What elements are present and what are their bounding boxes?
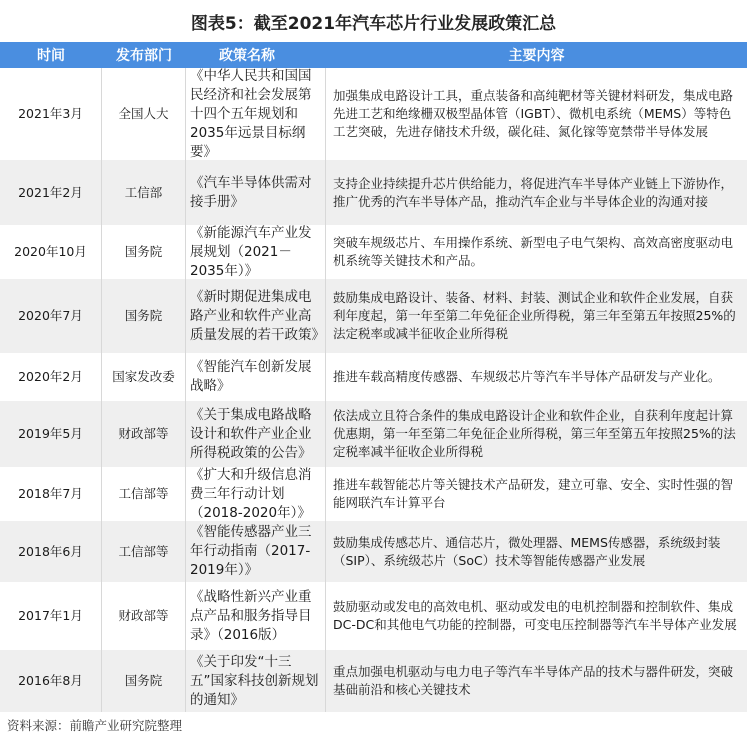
cell-policy-name-text: 《战略性新兴产业重点产品和服务指导目录》（2016版） xyxy=(190,588,312,643)
cell-dept-text: 全国人大 xyxy=(118,106,169,121)
table-row xyxy=(0,650,747,712)
cell-time-text: 2019年5月 xyxy=(18,426,83,441)
cell-dept xyxy=(102,401,186,467)
cell-time xyxy=(0,279,102,353)
cell-time-text: 2021年2月 xyxy=(18,184,83,200)
cell-content xyxy=(326,353,747,401)
cell-content-text: 重点加强电机驱动与电力电子等汽车半导体产品的技术与器件研发，突破基础前沿和核心关键技术 xyxy=(333,664,734,697)
cell-content xyxy=(326,225,747,279)
cell-content-text: 支持企业持续提升芯片供给能力，将促进汽车半导体产业链上下游协作，推广优秀的汽车半导体产品，推动汽车企业与半导体企业的沟通对接 xyxy=(333,175,734,209)
cell-policy-name xyxy=(186,401,326,467)
cell-content-text: 鼓励驱动或发电的高效电机、驱动或发电的电机控制器和控制软件、集成DC-DC和其他电气功能的控制器，可变电压控制器等汽车半导体产业发展 xyxy=(333,599,737,632)
cell-time xyxy=(0,521,102,582)
header-content: 主要内容 xyxy=(508,48,565,64)
cell-dept-text: 国务院 xyxy=(124,244,163,259)
table-row xyxy=(0,279,747,353)
table-row xyxy=(0,225,747,279)
cell-dept xyxy=(102,650,186,712)
header-policy-name-text: 政策名称 xyxy=(219,48,275,64)
cell-dept xyxy=(102,582,186,650)
cell-policy-name xyxy=(186,68,326,160)
cell-policy-name xyxy=(186,353,326,401)
cell-policy-name-text: 《关于印发“十三五”国家科技创新规划的通知》 xyxy=(190,653,319,708)
table-body xyxy=(0,68,747,712)
header-time: 时间 xyxy=(37,48,65,64)
chart-title: 图表5：截至2021年汽车芯片行业发展政策汇总 xyxy=(190,13,557,34)
cell-content xyxy=(326,401,747,467)
cell-policy-name-text: 《关于集成电路战略设计和软件产业企业所得税政策的公告》 xyxy=(190,406,312,461)
cell-dept xyxy=(102,353,186,401)
cell-dept xyxy=(102,68,186,160)
cell-policy-name xyxy=(186,160,326,225)
cell-time xyxy=(0,225,102,279)
cell-content-text: 推进车载智能芯片等关键技术产品研发，建立可靠、安全、实时性强的智能网联汽车计算平台 xyxy=(333,477,734,510)
header-policy-name xyxy=(186,42,326,68)
cell-policy-name-text: 《智能传感器产业三年行动指南（2017-2019年）》 xyxy=(190,524,312,578)
table-row xyxy=(0,160,747,225)
cell-dept-text: 工信部等 xyxy=(118,543,169,559)
cell-policy-name xyxy=(186,650,326,712)
cell-time xyxy=(0,650,102,712)
cell-time xyxy=(0,582,102,650)
cell-policy-name-text: 《新能源汽车产业发展规划（2021－2035年）》 xyxy=(190,224,312,279)
cell-dept-text: 国家发改委 xyxy=(112,369,175,384)
cell-dept-text: 工信部 xyxy=(124,184,163,200)
cell-dept-text: 财政部等 xyxy=(118,608,169,623)
table-row xyxy=(0,582,747,650)
cell-dept-text: 国务院 xyxy=(124,673,163,688)
cell-time-text: 2017年1月 xyxy=(18,608,83,623)
cell-content-text: 加强集成电路设计工具，重点装备和高纯靶材等关键材料研发，集成电路先进工艺和绝缘栅双极型晶体管（IGBT）、微机电系统（MEMS）等特色工艺突破，先进存储技术升级，碳化硅、氮化镓等宽禁带半导体发展 xyxy=(333,88,734,139)
cell-policy-name xyxy=(186,467,326,521)
cell-policy-name-text: 《新时期促进集成电路产业和软件产业高质量发展的若干政策》 xyxy=(190,288,325,343)
cell-policy-name-text: 《汽车半导体供需对接手册》 xyxy=(190,174,312,210)
cell-dept xyxy=(102,467,186,521)
cell-time xyxy=(0,401,102,467)
policy-table xyxy=(0,42,747,712)
cell-time xyxy=(0,68,102,160)
cell-content xyxy=(326,68,747,160)
cell-time xyxy=(0,467,102,521)
cell-time-text: 2016年8月 xyxy=(18,673,83,688)
cell-policy-name xyxy=(186,225,326,279)
cell-dept xyxy=(102,279,186,353)
cell-policy-name-text: 《扩大和升级信息消费三年行动计划（2018-2020年）》 xyxy=(190,466,312,521)
cell-policy-name xyxy=(186,521,326,582)
cell-policy-name xyxy=(186,279,326,353)
table-row xyxy=(0,68,747,160)
cell-content xyxy=(326,467,747,521)
cell-content xyxy=(326,521,747,582)
cell-time-text: 2018年7月 xyxy=(18,486,83,501)
cell-time-text: 2021年3月 xyxy=(18,106,83,121)
cell-policy-name xyxy=(186,582,326,650)
cell-content xyxy=(326,582,747,650)
cell-content-text: 鼓励集成电路设计、装备、材料、封装、测试企业和软件企业发展，自获利年度起，第一年至第二年免征企业所得税，第三年至第五年按照25%的法定税率或减半征收企业所得税 xyxy=(333,290,736,341)
cell-content xyxy=(326,650,747,712)
source-note: 资料来源：前瞻产业研究院整理 xyxy=(7,718,183,733)
cell-dept xyxy=(102,225,186,279)
cell-content-text: 推进车载高精度传感器、车规级芯片等汽车半导体产品研发与产业化。 xyxy=(333,369,721,384)
cell-content xyxy=(326,279,747,353)
table-row xyxy=(0,467,747,521)
cell-time-text: 2020年7月 xyxy=(18,308,83,323)
cell-dept-text: 财政部等 xyxy=(118,426,169,441)
header-dept: 发布部门 xyxy=(116,48,172,64)
cell-policy-name-text: 《智能汽车创新发展战略》 xyxy=(190,359,312,394)
cell-dept xyxy=(102,160,186,225)
cell-time-text: 2018年6月 xyxy=(18,543,83,559)
table-row xyxy=(0,353,747,401)
cell-dept xyxy=(102,521,186,582)
cell-content-text: 突破车规级芯片、车用操作系统、新型电子电气架构、高效高密度驱动电机系统等关键技术和产品。 xyxy=(333,235,734,268)
table-header xyxy=(0,42,747,68)
cell-content xyxy=(326,160,747,225)
cell-content-text: 鼓励集成传感芯片、通信芯片，微处理器、MEMS传感器，系统级封装（SIP）、系统级芯片（SoC）技术等智能传感器产业发展 xyxy=(333,534,721,568)
cell-time-text: 2020年10月 xyxy=(14,244,87,259)
cell-dept-text: 国务院 xyxy=(124,308,163,323)
table-row xyxy=(0,521,747,582)
cell-time xyxy=(0,353,102,401)
table-row xyxy=(0,401,747,467)
cell-time-text: 2020年2月 xyxy=(18,369,83,384)
cell-policy-name-text: 《中华人民共和国国民经济和社会发展第十四个五年规划和2035年远景目标纲要》 xyxy=(190,67,312,160)
cell-dept-text: 工信部等 xyxy=(118,486,169,501)
cell-content-text: 依法成立且符合条件的集成电路设计企业和软件企业，自获利年度起计算优惠期，第一年至第二年免征企业所得税，第三年至第五年按照25%的法定税率减半征收企业所得税 xyxy=(333,408,736,459)
cell-time xyxy=(0,160,102,225)
